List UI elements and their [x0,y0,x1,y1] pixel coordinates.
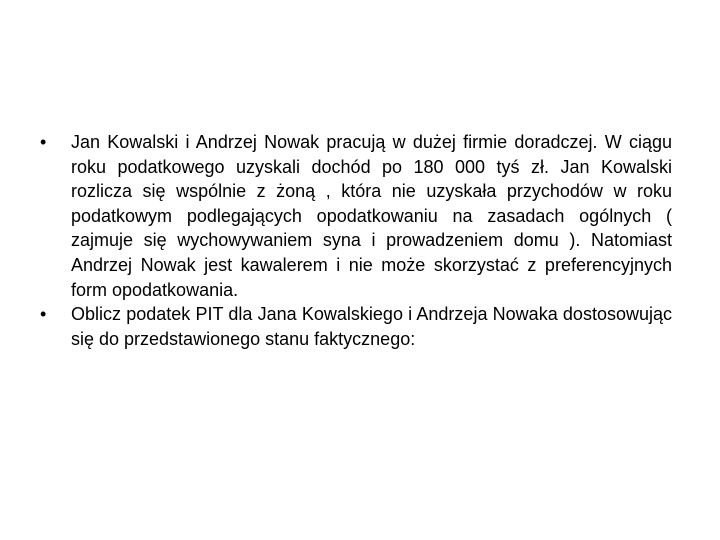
slide-content [40,130,672,351]
bullet-icon: • [40,304,47,325]
bullet-list [40,130,672,351]
task-instruction-text: Oblicz podatek PIT dla Jana Kowalskiego i Andrzeja Nowaka dostosowując się do przedstawionego stanu faktycznego: [71,304,672,349]
task-description-text: Jan Kowalski i Andrzej Nowak pracują w dużej firmie doradczej. W ciągu roku podatkowego uzyskali dochód po 180 000 tyś zł. Jan Kowalski rozlicza się wspólnie z żoną , która nie uzyskała przychodów w roku podatkowym podlegających opodatkowaniu na zasadach ogólnych ( zajmuje się wychowywaniem syna i prowadzeniem domu ). Natomiast Andrzej Nowak jest kawalerem i nie może skorzystać z preferencyjnych form opodatkowania. [71,132,672,300]
bullet-item-task-instruction [40,302,672,351]
bullet-icon: • [40,132,47,152]
bullet-item-task-description [40,130,672,302]
